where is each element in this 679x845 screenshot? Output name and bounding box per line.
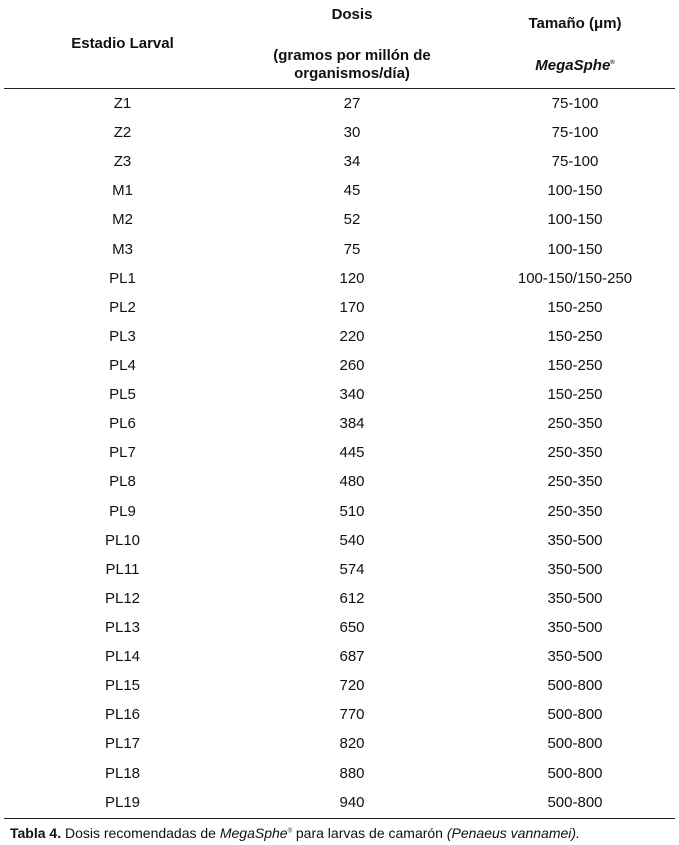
cell-size: 500-800 (547, 793, 603, 811)
cell-stage: PL15 (104, 677, 141, 695)
cell-size: 150-250 (547, 327, 603, 345)
cell-stage: PL8 (109, 473, 136, 491)
caption-label: Tabla 4. (10, 825, 62, 841)
cell-size: 100-150/150-250 (517, 269, 633, 287)
cell-stage: M3 (112, 240, 133, 258)
cell-stage: PL13 (104, 618, 141, 636)
table-row (0, 147, 679, 176)
cell-dose: 27 (343, 95, 361, 112)
cell-dose: 75 (343, 240, 361, 258)
cell-dose: 720 (339, 677, 365, 695)
cell-dose: 170 (339, 298, 365, 316)
cell-stage: PL17 (104, 735, 141, 753)
table-row (0, 293, 679, 322)
cell-dose: 120 (339, 269, 365, 287)
cell-dose: 650 (339, 618, 365, 636)
cell-dose: 540 (339, 531, 365, 549)
cell-size: 350-500 (547, 560, 603, 578)
table-header (0, 0, 679, 90)
table-row (0, 642, 679, 671)
cell-size: 250-350 (547, 444, 603, 462)
cell-dose: 220 (339, 327, 365, 345)
caption-registered-mark: ® (287, 828, 292, 835)
cell-size: 250-350 (547, 502, 603, 520)
cell-size: 75-100 (551, 153, 599, 171)
cell-dose: 52 (343, 211, 361, 229)
table-row (0, 89, 679, 118)
cell-size: 500-800 (547, 735, 603, 753)
column-header-stage: Estadio Larval (71, 35, 174, 52)
cell-stage: PL9 (109, 502, 136, 520)
cell-dose: 510 (339, 502, 365, 520)
cell-stage: PL2 (109, 298, 136, 316)
cell-size: 350-500 (547, 589, 603, 607)
cell-dose: 574 (339, 560, 365, 578)
cell-size: 250-350 (547, 415, 603, 433)
cell-size: 150-250 (547, 298, 603, 316)
table-row (0, 322, 679, 351)
table-row (0, 264, 679, 293)
table-row (0, 205, 679, 234)
registered-mark: ® (610, 60, 615, 66)
table-row (0, 671, 679, 700)
caption-species: (Penaeus vannamei). (446, 825, 580, 841)
cell-dose: 384 (339, 415, 365, 433)
table-body (0, 89, 679, 817)
table-row (0, 380, 679, 409)
cell-size: 100-150 (547, 211, 603, 229)
table-row (0, 526, 679, 555)
cell-size: 100-150 (547, 182, 603, 200)
cell-size: 500-800 (547, 706, 603, 724)
table-row (0, 788, 679, 817)
cell-stage: M2 (112, 211, 133, 229)
column-header-dose-unit (232, 47, 472, 83)
cell-dose: 34 (343, 153, 361, 171)
cell-dose: 880 (339, 764, 365, 782)
cell-stage: Z1 (113, 95, 132, 112)
cell-dose: 820 (339, 735, 365, 753)
cell-size: 350-500 (547, 531, 603, 549)
cell-size: 150-250 (547, 386, 603, 404)
table-caption (10, 825, 580, 841)
column-header-dose: Dosis (331, 6, 373, 23)
cell-stage: PL5 (109, 386, 136, 404)
table-row (0, 584, 679, 613)
cell-dose: 340 (339, 386, 365, 404)
cell-dose: 480 (339, 473, 365, 491)
table-row (0, 497, 679, 526)
column-header-size: Tamaño (μm) (528, 15, 622, 32)
table-row (0, 729, 679, 758)
dose-unit-line1: (gramos por millón de (273, 47, 431, 64)
cell-stage: PL18 (104, 764, 141, 782)
cell-size: 75-100 (551, 95, 599, 112)
cell-dose: 612 (339, 589, 365, 607)
cell-stage: PL14 (104, 648, 141, 666)
cell-size: 350-500 (547, 618, 603, 636)
caption-product: MegaSphe (219, 825, 288, 841)
cell-dose: 45 (343, 182, 361, 200)
table-row (0, 409, 679, 438)
cell-dose: 770 (339, 706, 365, 724)
cell-stage: PL16 (104, 706, 141, 724)
cell-stage: PL3 (109, 327, 136, 345)
cell-stage: M1 (112, 182, 133, 200)
cell-size: 500-800 (547, 764, 603, 782)
cell-stage: PL11 (105, 560, 140, 578)
cell-dose: 445 (339, 444, 365, 462)
table-bottom-rule (4, 818, 675, 819)
cell-dose: 940 (339, 793, 365, 811)
table-row (0, 118, 679, 147)
cell-size: 75-100 (551, 124, 599, 142)
table-row (0, 176, 679, 205)
cell-size: 350-500 (547, 648, 603, 666)
caption-text-middle: para larvas de camarón (292, 825, 447, 841)
cell-dose: 260 (339, 356, 365, 374)
cell-dose: 30 (343, 124, 361, 142)
cell-stage: PL19 (104, 793, 141, 811)
cell-stage: PL6 (109, 415, 136, 433)
cell-size: 100-150 (547, 240, 603, 258)
dose-unit-line2: organismos/día) (294, 65, 410, 82)
size-product-name: MegaSphe (535, 57, 611, 74)
column-header-size-product (475, 57, 675, 74)
table-row (0, 700, 679, 729)
caption-text-before: Dosis recomendadas de (61, 825, 220, 841)
cell-stage: PL7 (109, 444, 136, 462)
cell-stage: PL1 (109, 269, 136, 287)
cell-size: 150-250 (547, 356, 603, 374)
table-row (0, 235, 679, 264)
cell-stage: PL10 (104, 531, 141, 549)
cell-dose: 687 (339, 648, 365, 666)
cell-stage: PL4 (109, 356, 136, 374)
cell-stage: PL12 (104, 589, 141, 607)
cell-size: 500-800 (547, 677, 603, 695)
table-row (0, 467, 679, 496)
table-row (0, 613, 679, 642)
table-row (0, 351, 679, 380)
table-row (0, 438, 679, 467)
cell-size: 250-350 (547, 473, 603, 491)
cell-stage: Z3 (113, 153, 132, 171)
cell-stage: Z2 (113, 124, 132, 142)
table-row (0, 555, 679, 584)
table-row (0, 759, 679, 788)
